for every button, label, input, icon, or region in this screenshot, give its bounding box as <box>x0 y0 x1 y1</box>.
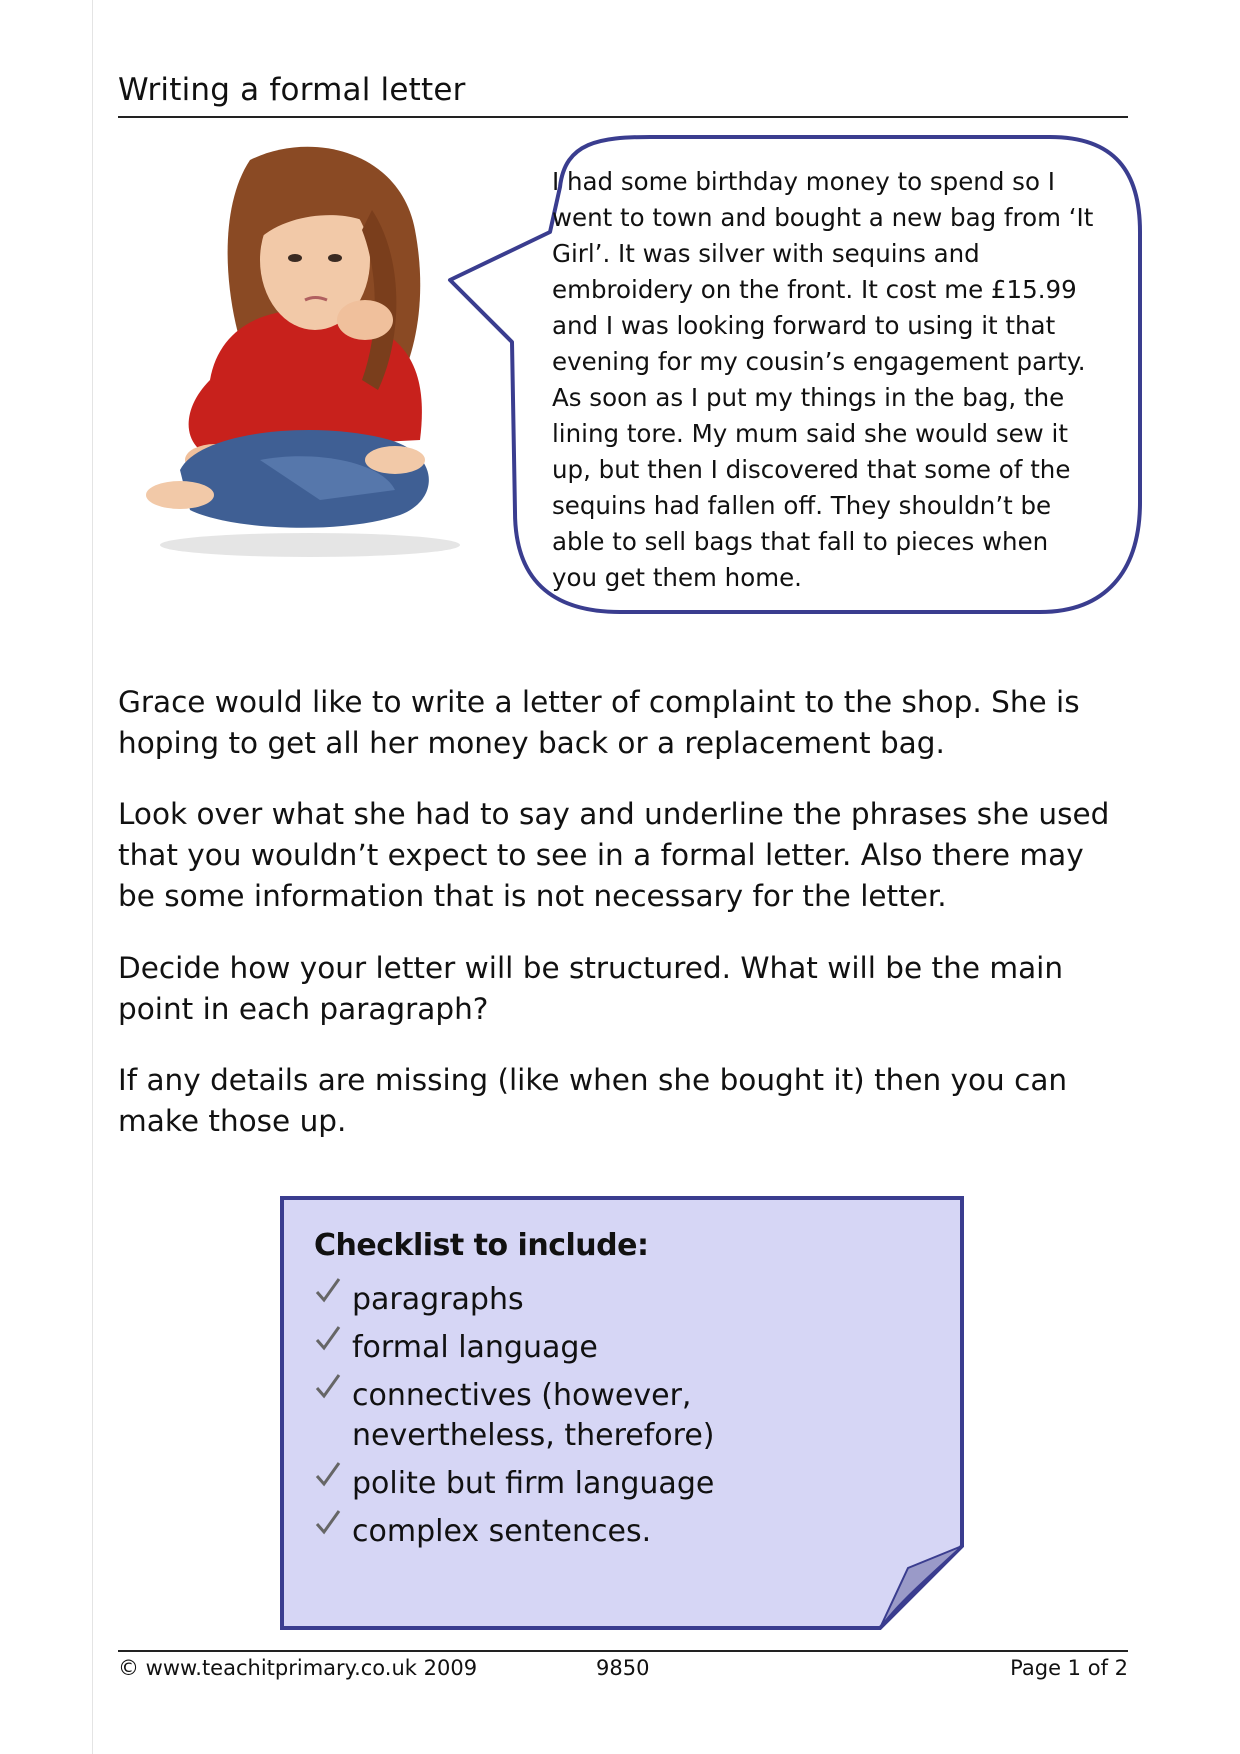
page-edge-line <box>92 0 93 1754</box>
checklist-item-label: paragraphs <box>352 1282 524 1317</box>
checklist-item-label: formal language <box>352 1330 598 1365</box>
checklist-item <box>314 1464 874 1504</box>
checklist-item <box>314 1280 874 1320</box>
checkmark-icon <box>314 1460 342 1490</box>
checklist-item <box>314 1328 874 1368</box>
speech-bubble-text: I had some birthday money to spend so I went to town and bought a new bag from ‘It Girl’. It was silver with sequins and embroidery on the front. It cost me £15.99 and I was looking forward to using it that evening for my cousin’s engagement party. As soon as I put my things in the bag, the lining tore. My mum said she would sew it up, but then I discovered that some of the sequins had fallen off. They shouldn’t be able to sell bags that fall to pieces when you get them home. <box>552 167 1094 592</box>
checkmark-icon <box>314 1324 342 1354</box>
paragraph-1: Grace would like to write a letter of complaint to the shop. She is hoping to get all her money back or a replacement bag. <box>118 685 1080 760</box>
checklist-title: Checklist to include: <box>314 1228 649 1263</box>
footer-copyright: © www.teachitprimary.co.uk 2009 <box>118 1656 478 1680</box>
paragraph-4: If any details are missing (like when she bought it) then you can make those up. <box>118 1063 1068 1138</box>
paragraph-2: Look over what she had to say and underline the phrases she used that you wouldn’t expect to see in a formal letter. Also there may be some information that is not necessary for the letter. <box>118 797 1110 913</box>
checkmark-icon <box>314 1372 342 1402</box>
title-divider <box>118 116 1128 118</box>
page-title: Writing a formal letter <box>118 72 466 108</box>
checklist <box>314 1280 874 1560</box>
footer-resource-code: 9850 <box>596 1656 650 1680</box>
checkmark-icon <box>314 1276 342 1306</box>
checklist-item <box>314 1376 874 1456</box>
footer-divider <box>118 1650 1128 1652</box>
checklist-item <box>314 1512 874 1552</box>
checklist-item-label: complex sentences. <box>352 1514 652 1549</box>
checkmark-icon <box>314 1508 342 1538</box>
checklist-item-label: polite but firm language <box>352 1466 715 1501</box>
checklist-item-label: connectives (however, nevertheless, therefore) <box>352 1378 715 1453</box>
paragraph-3: Decide how your letter will be structured. What will be the main point in each paragraph? <box>118 951 1064 1026</box>
footer-page-number: Page 1 of 2 <box>1010 1656 1128 1680</box>
